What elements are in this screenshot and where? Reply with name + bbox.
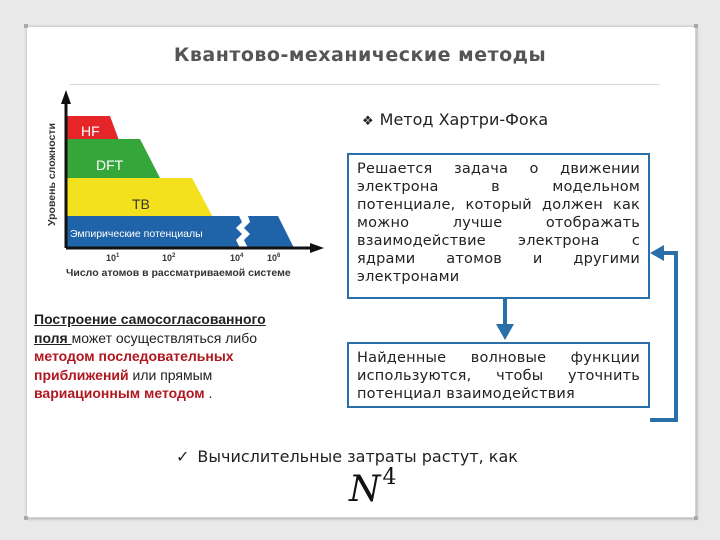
scf-method-2: вариационным методом xyxy=(34,385,205,401)
y-axis-label: Уровень сложности xyxy=(46,123,58,226)
scf-step-line: электрона в модельном xyxy=(357,179,640,195)
x-tick-2: $10^2$ xyxy=(162,253,176,263)
scf-step-line: электронами xyxy=(357,269,460,285)
scf-text: может осуществляться либо xyxy=(71,329,258,346)
refine-step-line: Найденные волновые функции xyxy=(357,350,640,366)
empirical-label: Эмпирические потенциалы xyxy=(70,228,203,240)
scaling-formula xyxy=(349,465,397,510)
x-tick-4: $10^6$ xyxy=(267,253,281,263)
loop-back-arrow xyxy=(650,253,676,420)
scf-method-1b: приближений xyxy=(34,366,129,383)
down-arrowhead xyxy=(496,324,514,340)
x-axis-label: Число атомов в рассматриваемой системе xyxy=(66,267,291,279)
scf-text-3: . xyxy=(204,385,213,401)
hf-label: HF xyxy=(81,123,100,139)
formula-base: N xyxy=(349,469,381,510)
check-icon: ✓ xyxy=(176,447,190,466)
cost-bullet xyxy=(176,447,518,466)
slide-title: Квантово-механические методы xyxy=(173,44,547,66)
cost-bullet-text: Вычислительные затраты растут, как xyxy=(197,447,518,466)
scf-step-line: Решается задача о движении xyxy=(357,161,640,177)
x-tick-1: $10^1$ xyxy=(106,253,120,263)
method-bullet-text: Метод Хартри-Фока xyxy=(379,110,549,129)
scf-step-line: ядрами атомов и другими xyxy=(357,251,640,267)
refine-step-line: потенциал взаимодействия xyxy=(357,386,575,402)
tb-label: TB xyxy=(132,196,150,212)
scf-step-line: можно лучше отображать xyxy=(357,215,640,231)
scf-heading: Построение самосогласованного xyxy=(34,311,266,327)
diamond-bullet-icon: ❖ xyxy=(362,114,374,129)
refine-step-line: используются, чтобы уточнить xyxy=(357,368,640,384)
scf-heading-2: поля xyxy=(34,329,72,346)
loop-arrowhead xyxy=(650,245,664,261)
x-tick-3: $10^4$ xyxy=(230,253,244,263)
scf-step-line: взаимодействие электрона с xyxy=(357,233,640,249)
scf-description xyxy=(34,310,344,403)
scf-text-2: или прямым xyxy=(128,366,213,383)
scf-method-1: методом последовательных xyxy=(34,348,234,364)
formula-exponent: 4 xyxy=(382,465,397,490)
scf-step-line: потенциале, который должен как xyxy=(357,197,640,213)
dft-label: DFT xyxy=(96,157,124,173)
